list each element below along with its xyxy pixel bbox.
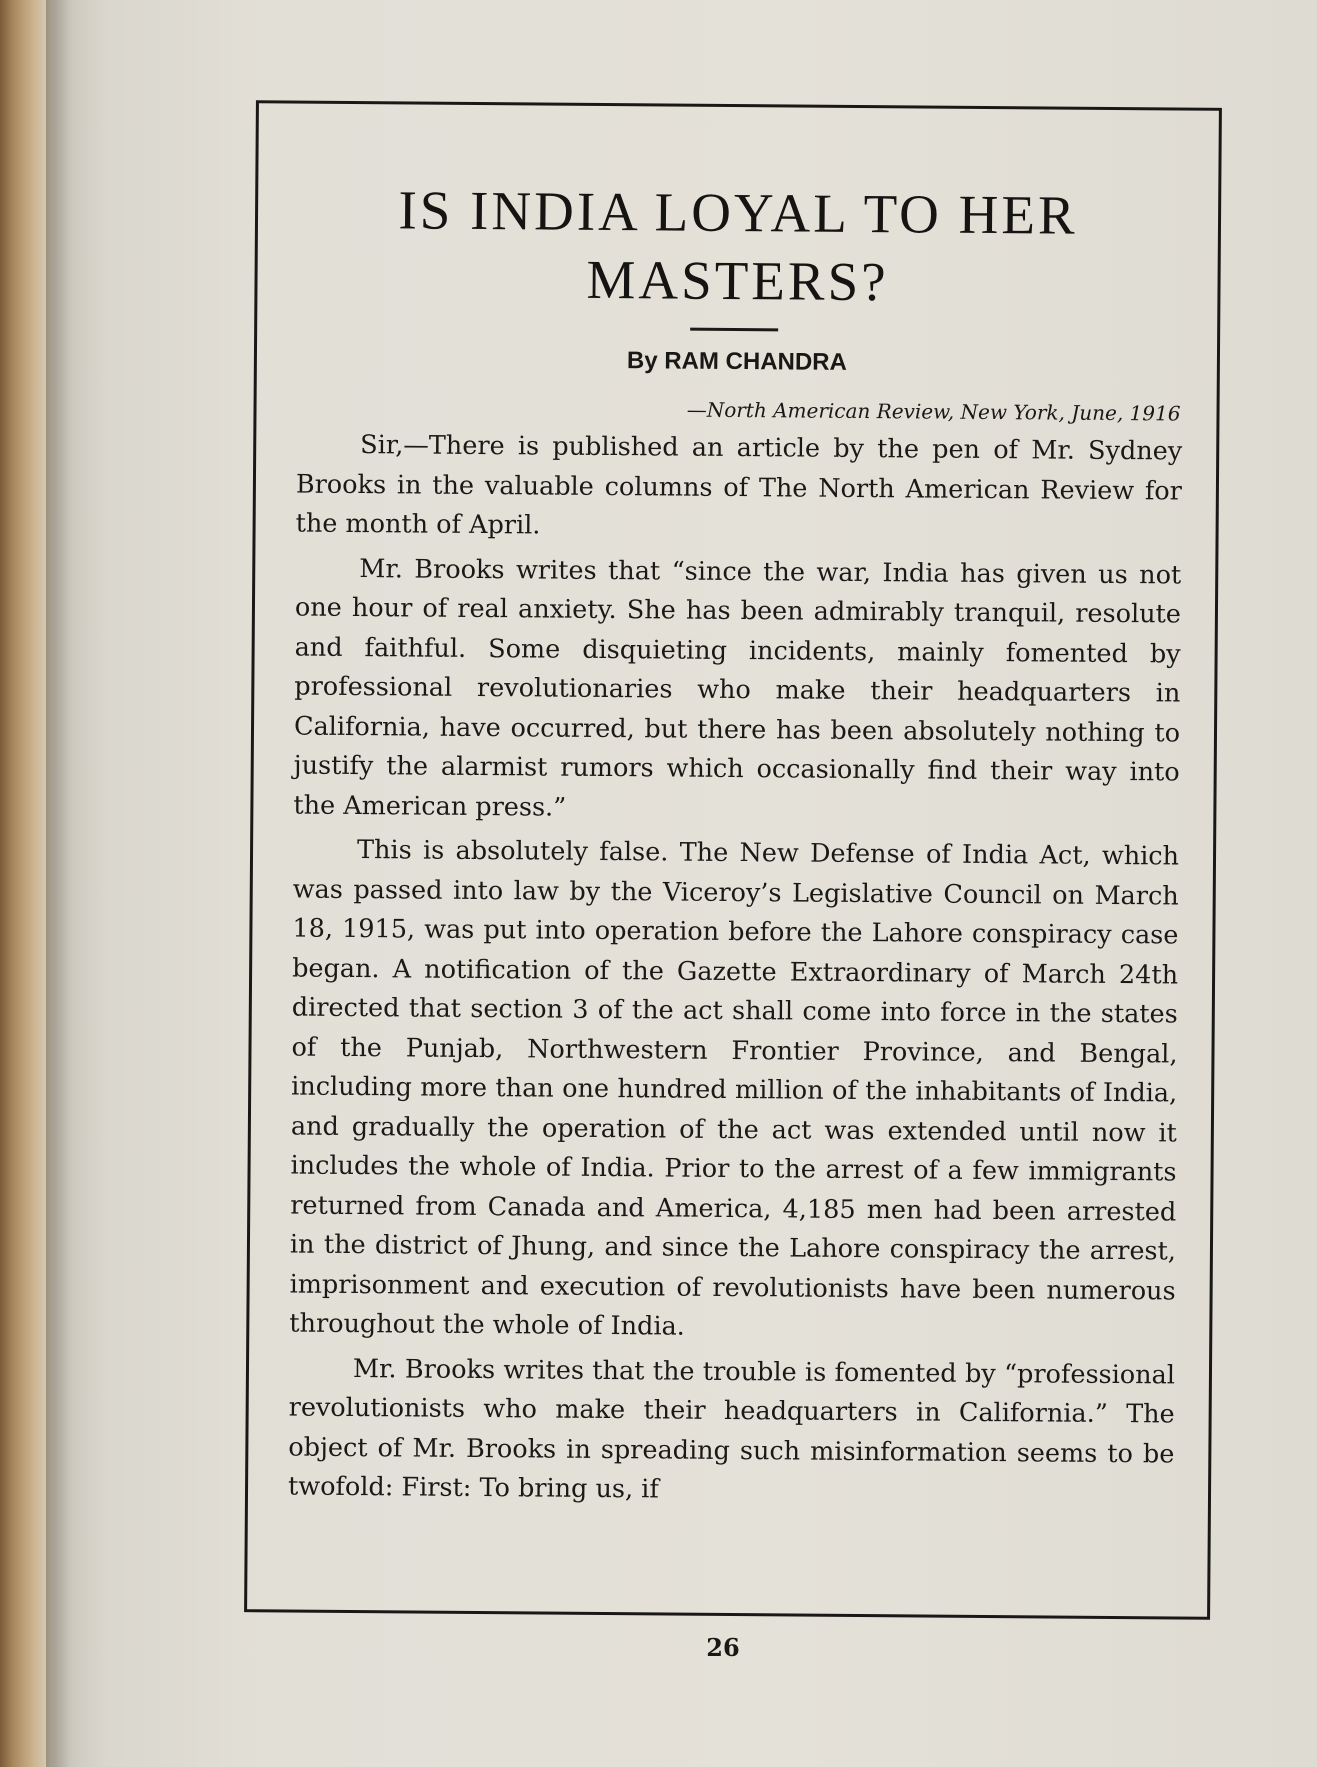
page-edge-binding xyxy=(0,0,52,1767)
article-byline: By RAM CHANDRA xyxy=(626,347,848,376)
gutter-shadow xyxy=(46,0,106,1767)
article-paragraph: This is absolutely false. The New Defense of India Act, which was passed into law by the Viceroy’s Legislative Council on March 18, 1915, was put into operation before the Lahore conspiracy case began. A notification of the Gazette Extraordinary of March 24th directed that section 3 of the act shall come into force in the states of the Punjab, Northwestern Frontier Province, and Bengal, including more than one hundred million of the inhabitants of India, and gradually the operation of the act was extended until now it includes the whole of India. Prior to the arrest of a few immigrants returned from Canada and America, 4,185 men had been arrested in the district of Jhung, and since the Lahore conspiracy the arrest, imprisonment and execution of revolutionists have been numerous throughout the whole of India. xyxy=(289,835,1180,1342)
article-paragraph: Sir,—There is published an article by the pen of Mr. Sydney Brooks in the valuable columns of The North American Review for the month of April. xyxy=(295,430,1183,541)
article-title: IS INDIA LOYAL TO HER MASTERS? xyxy=(398,179,1078,313)
article-paragraph: Mr. Brooks writes that the trouble is fomented by “professional revolutionists who make their headquarters in California.” The object of Mr. Brooks in spreading such misinformation seems to be twofold: First: To bring us, if xyxy=(287,1353,1176,1505)
article-source-citation: —North American Review, New York, June, 1916 xyxy=(686,397,1181,426)
title-rule xyxy=(690,328,778,332)
article-paragraph: Mr. Brooks writes that “since the war, India has given us not one hour of real anxiety. She has been admirably tranquil, resolute and faithful. Some disquieting incidents, mainly fomented by professional revolutionaries who make their headquarters in California, have occurred, but there has been absolutely nothing to justify the alarmist rumors which occasionally find their way into the American press.” xyxy=(293,553,1182,823)
article-body xyxy=(288,426,1183,1519)
article-frame xyxy=(244,100,1222,1620)
page-number: 26 xyxy=(706,1633,740,1662)
